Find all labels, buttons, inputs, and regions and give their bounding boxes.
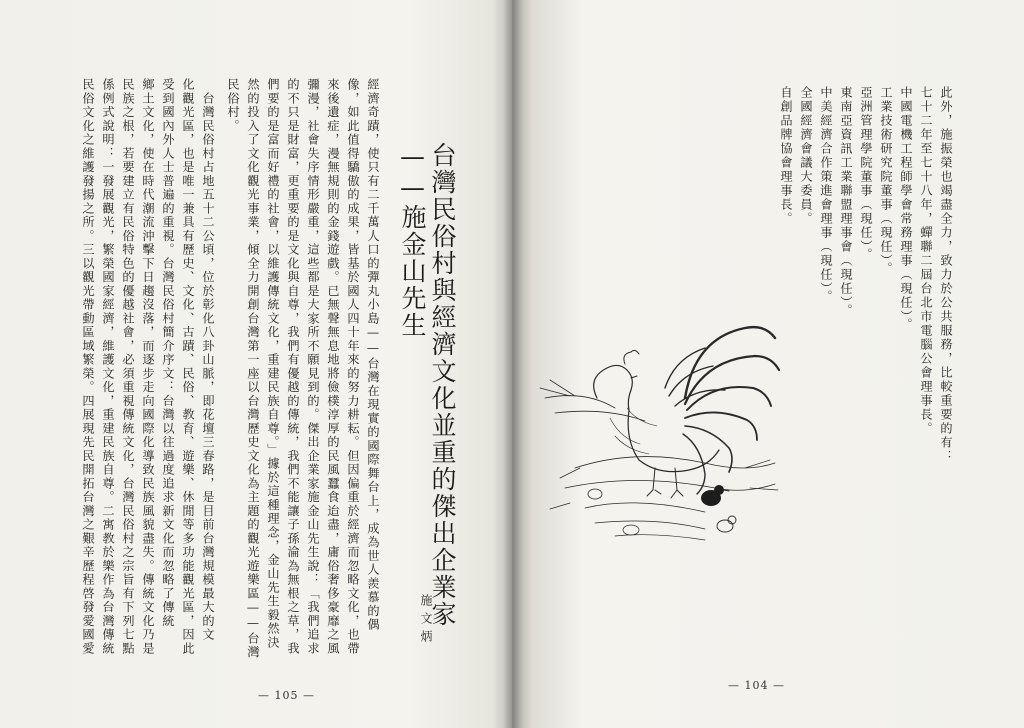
text-column: 彌漫，社會失序情形嚴重，這些都是大家所不願見到的。傑出企業家施金山先生說：「我們追求 — [306, 78, 320, 656]
book-gutter — [503, 0, 523, 728]
text-column: 自創品牌協會理事長。 — [779, 86, 793, 226]
text-column: 的不只是財富，更重要的是文化與自尊，我們有優越的傳統，我們不能讓子孫淪為無根之草，我 — [286, 78, 300, 656]
text-column: 民族之根，若要建立有民俗特色的優越社會，必須重視傳統文化，台灣民俗村之宗旨有下列七點 — [121, 78, 135, 656]
text-column: 鄉土文化，使在時代潮流沖擊下日趨沒落，而逐步走向國際化導致民族風貌盡失。傳統文化乃是 — [141, 78, 155, 656]
text-column: 全國經濟會議大委員。 — [799, 86, 813, 226]
page-number: — 104 — — [728, 679, 785, 692]
text-column: 化觀光區，也是唯一兼具有歷史、文化、古蹟、民俗、教育、遊樂、休閒等多功能觀光區，因此 — [181, 78, 195, 656]
text-column: 係例式說明：一發展觀光，繁榮國家經濟，維護文化，重建民族自尊。二寓教於樂作為台灣傳統 — [101, 78, 115, 656]
text-column: 然的投入了文化觀光事業，傾全力開創台灣第一座以台灣歷史文化為主題的觀光遊樂區——台灣 — [246, 78, 260, 660]
text-column: 民俗村。 — [226, 78, 240, 133]
text-column: 中美經濟合作策進會理事（現任）。 — [819, 86, 833, 304]
author-name: 施文炳 — [419, 594, 433, 648]
page-number: — 105 — — [258, 689, 315, 702]
article-subtitle: ——施金山先生 — [398, 142, 427, 339]
rooster-hen-and-chicks-sketch-icon — [535, 318, 785, 558]
text-column: 亞洲管理學院董事（現任）。 — [859, 86, 873, 262]
text-column: 中國電機工程師學會常務理事（現任）。 — [899, 86, 913, 332]
text-column: 七十二年至七十八年，蟬聯二屆台北市電腦公會理事長。 — [919, 86, 933, 436]
text-column: 像，如此值得驕傲的成果，皆基於國人四十年來的努力耕耘。但因偏重於經濟而忽略文化，也帶 — [346, 78, 360, 656]
text-column: 受到國內外人士普遍的重視。台灣民俗村簡介序文：台灣以往過度追求新文化而忽略了傳統 — [161, 78, 175, 628]
text-column: 工業技術研究院董事（現任）。 — [879, 86, 893, 276]
text-column: 來後遺症，漫無規則的金錢遊戲。已無聲無息地將儉樸淳厚的民風蠶食迨盡，庸俗奢侈豪靡之風 — [326, 78, 340, 656]
text-column: 東南亞資訊工業聯盟理事會（現任）。 — [839, 86, 853, 318]
text-column: 們要的是富而好禮的社會，以維護傳統文化，重建民族自尊。」據於這種理念，金山先生毅然決 — [266, 78, 280, 650]
text-column: 民俗文化之維護發揚之所。三以觀光帶動區域繁榮。四展現先民開拓台灣之艱辛歷程啓發愛國愛 — [81, 78, 95, 656]
text-column: 經濟奇蹟，使只有二千萬人口的彈丸小島——台灣在現實的國際舞台上，成為世人羨慕的偶 — [366, 78, 380, 632]
text-column: 此外，施振榮也竭盡全力，致力於公共服務，比較重要的有： — [939, 86, 953, 464]
article-title: 台灣民俗村與經濟文化並重的傑出企業家 — [428, 142, 457, 628]
text-column: 台灣民俗村占地五十二公頃，位於彰化八卦山脈，即花壇三春路，是目前台灣規模最大的文 — [201, 78, 215, 642]
